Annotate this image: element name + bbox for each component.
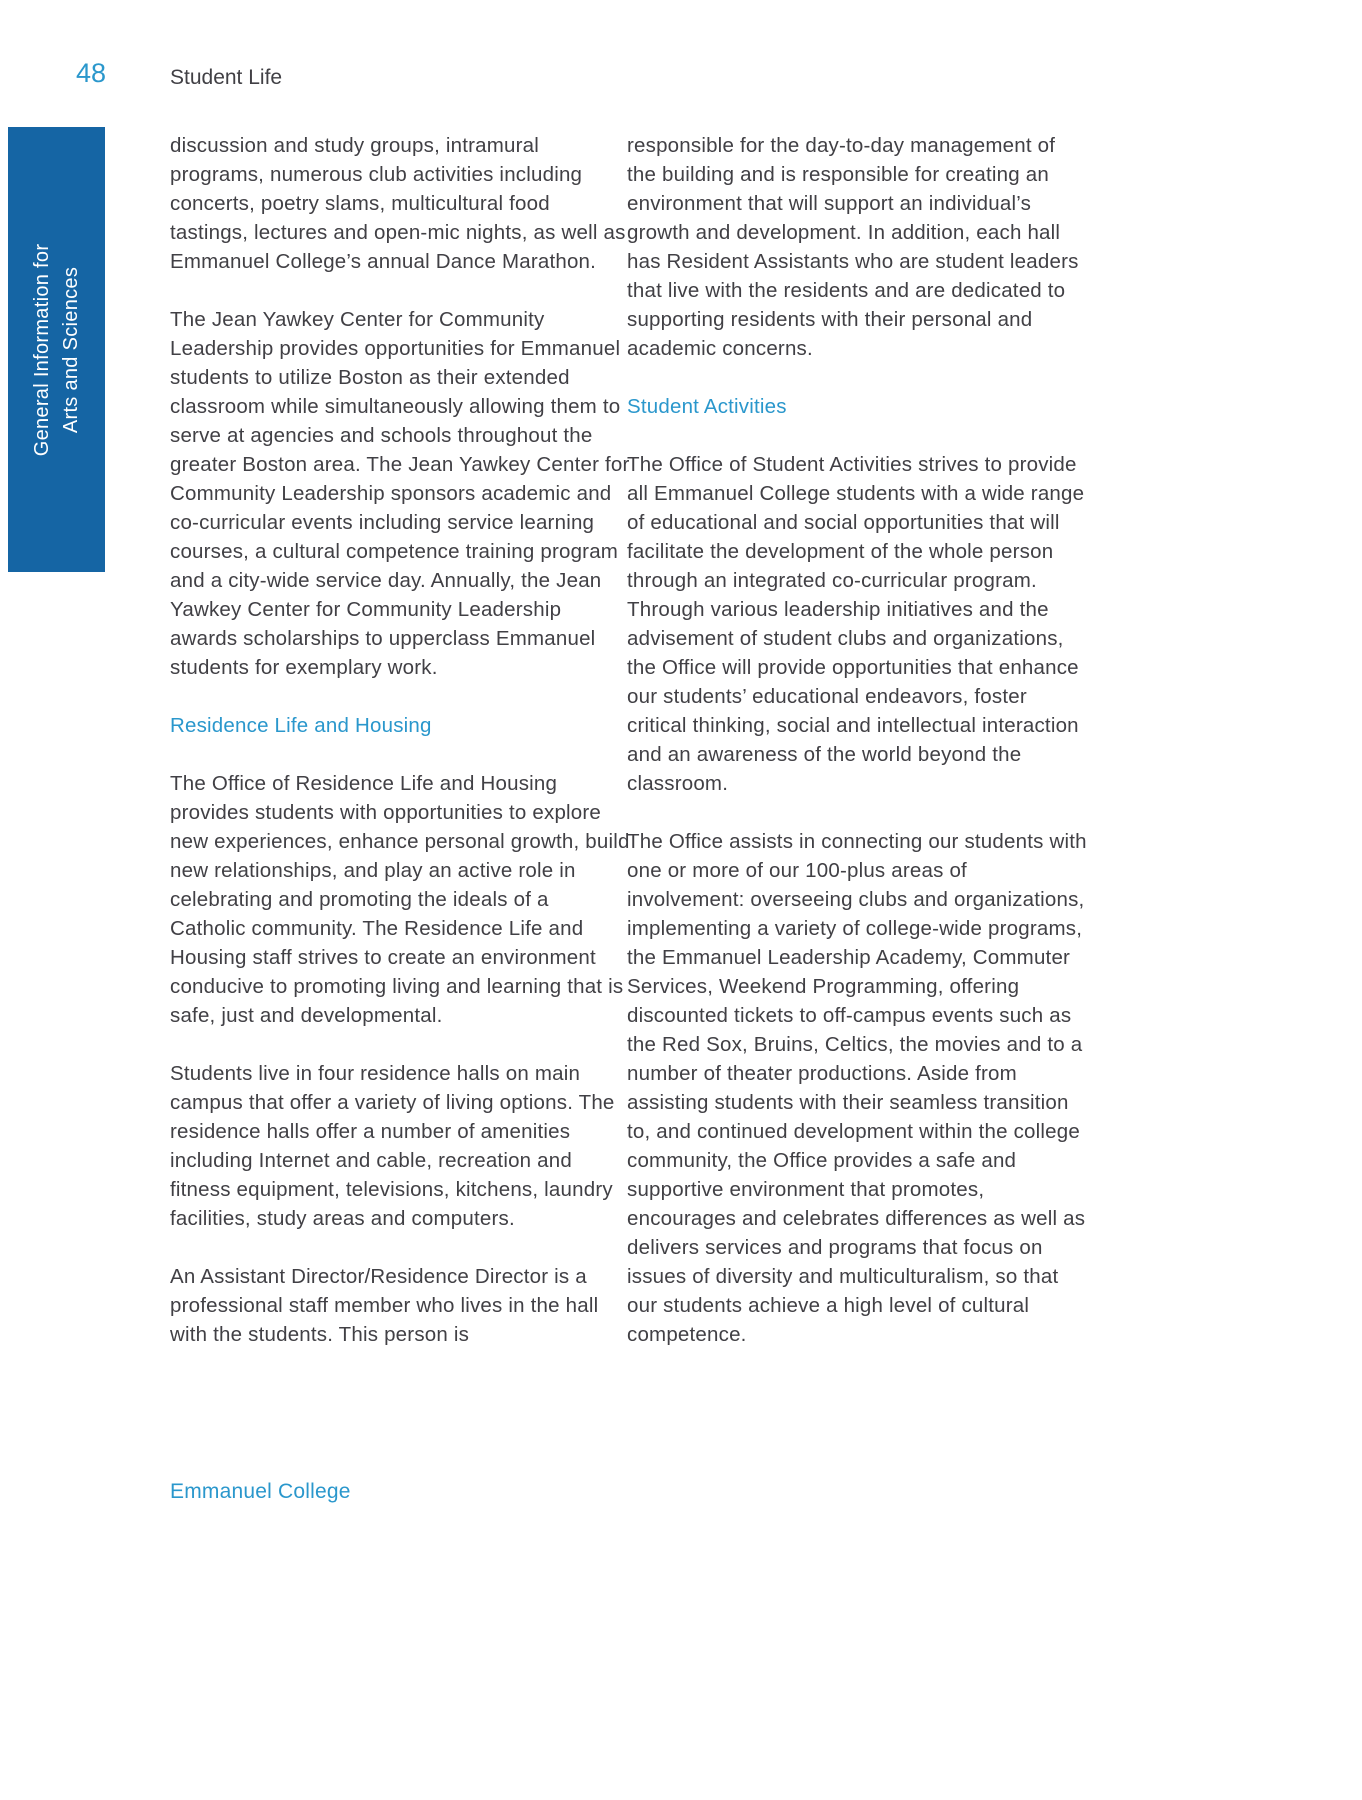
right-paragraph-2: The Office of Student Activities strives to provide all Emmanuel College students with a wide range of educational and social opportunities that will facilitate the development of the whole person through an integrated co-curricular program. Through various leadership initiatives and the advisement of student clubs and organizations, the Office will provide opportunities that enhance our students’ educational endeavors, foster critical thinking, social and intellectual interaction and an awareness of the world beyond the classroom. — [627, 453, 1085, 795]
sidebar-tab-label — [28, 127, 86, 572]
left-paragraph-1: discussion and study groups, intramural programs, numerous club activities including concerts, poetry slams, multicultural food tastings, lectures and open-mic nights, as well as Emmanuel College’s annual Dance Marathon. — [170, 134, 626, 273]
section-title: Student Life — [170, 66, 283, 89]
sidebar-tab — [8, 127, 105, 572]
page-number: 48 — [76, 58, 107, 88]
left-paragraph-3: The Office of Residence Life and Housing provides students with opportunities to explore new experiences, enhance personal growth, build new relationships, and play an active role in celebrating and promoting the ideals of a Catholic community. The Residence Life and Housing staff strives to create an environment conducive to promoting living and learning that is safe, just and developmental. — [170, 772, 630, 1027]
left-column — [170, 131, 630, 1349]
left-paragraph-5: An Assistant Director/Residence Director is a professional staff member who lives in the hall with the students. This person is — [170, 1265, 599, 1346]
right-paragraph-3: The Office assists in connecting our students with one or more of our 100-plus areas of involvement: overseeing clubs and organizations, implementing a variety of college-wide programs, the Emmanuel Leadership Academy, Commuter Services, Weekend Programming, offering discounted tickets to off-campus events such as the Red Sox, Bruins, Celtics, the movies and to a number of theater productions. Aside from assisting students with their seamless transition to, and continued development within the college community, the Office provides a safe and supportive environment that promotes, encourages and celebrates differences as well as delivers services and programs that focus on issues of diversity and multiculturalism, so that our students achieve a high level of cultural competence. — [627, 830, 1087, 1346]
left-paragraph-4: Students live in four residence halls on main campus that offer a variety of living options. The residence halls offer a number of amenities including Internet and cable, recreation and fitness equipment, televisions, kitchens, laundry facilities, study areas and computers. — [170, 1062, 615, 1230]
sidebar-tab-label-line2: Arts and Sciences — [59, 266, 82, 433]
heading-residence-life-and-housing: Residence Life and Housing — [170, 714, 432, 737]
sidebar-tab-label-line1: General Information for — [30, 243, 53, 456]
right-column — [627, 131, 1087, 1349]
heading-student-activities: Student Activities — [627, 395, 787, 418]
footer-college-name: Emmanuel College — [170, 1480, 351, 1503]
right-paragraph-1: responsible for the day-to-day management of the building and is responsible for creating an environment that will support an individual’s growth and development. In addition, each hall has Resident Assistants who are student leaders that live with the residents and are dedicated to supporting residents with their personal and academic concerns. — [627, 134, 1079, 360]
left-paragraph-2: The Jean Yawkey Center for Community Leadership provides opportunities for Emmanuel students to utilize Boston as their extended classroom while simultaneously allowing them to serve at agencies and schools throughout the greater Boston area. The Jean Yawkey Center for Community Leadership sponsors academic and co-curricular events including service learning courses, a cultural competence training program and a city-wide service day. Annually, the Jean Yawkey Center for Community Leadership awards scholarships to upperclass Emmanuel students for exemplary work. — [170, 308, 630, 679]
